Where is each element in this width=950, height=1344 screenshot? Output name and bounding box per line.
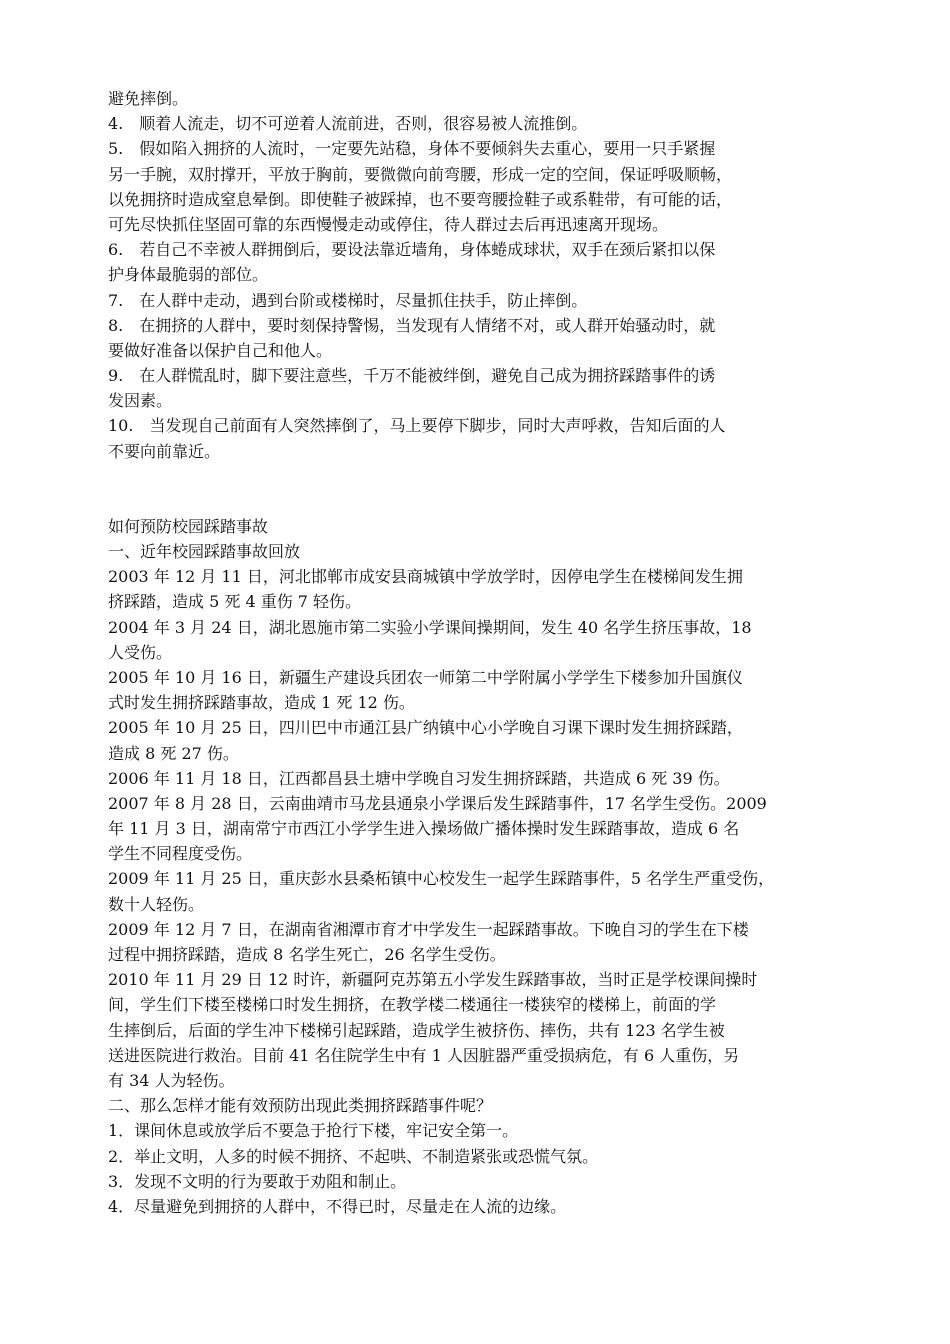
text-line: 2010 年 11 月 29 日 12 时许，新疆阿克苏第五小学发生踩踏事故，当时正是学校课间操时 [108, 970, 758, 990]
text-line: 式时发生拥挤踩踏事故，造成 1 死 12 伤。 [108, 693, 415, 713]
text-line: 2．举止文明，人多的时候不拥挤、不起哄、不制造紧张或恐慌气氛。 [108, 1146, 599, 1166]
text-line: 2009 年 11 月 25 日，重庆彭水县桑柘镇中心校发生一起学生踩踏事件，5 名学生严重受伤， [108, 869, 775, 889]
text-line: 2009 年 12 月 7 日，在湖南省湘潭市育才中学发生一起踩踏事故。下晚自习的学生在下楼 [108, 919, 749, 939]
text-line: 8. 在拥挤的人群中，要时刻保持警惕，当发现有人情绪不对，或人群开始骚动时，就 [108, 315, 716, 335]
text-line: 2005 年 10 月 16 日，新疆生产建设兵团农一师第二中学附属小学学生下楼参加升国旗仪 [108, 667, 743, 687]
text-line: 以免拥挤时造成窒息晕倒。即使鞋子被踩掉，也不要弯腰捡鞋子或系鞋带，有可能的话， [108, 189, 733, 209]
text-line: 学生不同程度受伤。 [108, 844, 253, 864]
text-line: 5. 假如陷入拥挤的人流时，一定要先站稳，身体不要倾斜失去重心，要用一只手紧握 [108, 139, 716, 159]
text-line: 2007 年 8 月 28 日，云南曲靖市马龙县通泉小学课后发生踩踏事件，17 名学生受伤。2009 [108, 793, 767, 813]
text-line: 避免摔倒。 [108, 89, 189, 108]
safety-tips-section [108, 86, 868, 464]
text-line: 4．尽量避免到拥挤的人群中，不得已时，尽量走在人流的边缘。 [108, 1196, 567, 1216]
text-line: 过程中拥挤踩踏，造成 8 名学生死亡，26 名学生受伤。 [108, 945, 506, 964]
text-line: 数十人轻伤。 [108, 894, 205, 914]
text-line: 2005 年 10 月 25 日，四川巴中市通江县广纳镇中心小学晚自习课下课时发生拥挤踩踏， [108, 718, 743, 738]
text-line: 10. 当发现自己前面有人突然摔倒了，马上要停下脚步，同时大声呼救，告知后面的人 [108, 416, 726, 436]
text-line: 要做好准备以保护自己和他人。 [108, 340, 333, 360]
campus-stampede-section [108, 514, 868, 1219]
text-line: 间，学生们下楼至楼梯口时发生拥挤，在教学楼二楼通往一楼狭窄的楼梯上，前面的学 [108, 995, 717, 1015]
text-line: 人受伤。 [108, 642, 173, 662]
text-line: 护身体最脆弱的部位。 [108, 265, 269, 285]
text-line: 另一手腕，双肘撑开，平放于胸前，要微微向前弯腰，形成一定的空间，保证呼吸顺畅， [108, 164, 733, 184]
text-line: 一、近年校园踩踏事故回放 [108, 542, 301, 561]
text-line: 7. 在人群中走动，遇到台阶或楼梯时，尽量抓住扶手，防止摔倒。 [108, 290, 588, 310]
text-line: 可先尽快抓住坚固可靠的东西慢慢走动或停住，待人群过去后再迅速离开现场。 [108, 214, 669, 234]
text-line: 不要向前靠近。 [108, 441, 221, 461]
text-line: 2006 年 11 月 18 日，江西都昌县土塘中学晚自习发生拥挤踩踏，共造成 6 死 39 伤。 [108, 768, 730, 788]
text-line: 如何预防校园踩踏事故 [108, 516, 269, 536]
text-line: 有 34 人为轻伤。 [108, 1070, 235, 1090]
text-line: 1．课间休息或放学后不要急于抢行下楼，牢记安全第一。 [108, 1121, 519, 1141]
text-line: 生摔倒后，后面的学生冲下楼梯引起踩踏，造成学生被挤伤、摔伤，共有 123 名学生被 [108, 1020, 725, 1040]
text-line: 6. 若自己不幸被人群拥倒后，要设法靠近墙角，身体蜷成球状，双手在颈后紧扣以保 [108, 240, 716, 260]
text-line: 送进医院进行救治。目前 41 名住院学生中有 1 人因脏器严重受损病危，有 6 人重伤，另 [108, 1045, 740, 1065]
text-line: 年 11 月 3 日，湖南常宁市西江小学学生进入操场做广播体操时发生踩踏事故，造成 6 名 [108, 819, 740, 839]
text-line: 挤踩踏，造成 5 死 4 重伤 7 轻伤。 [108, 592, 362, 612]
text-line: 2003 年 12 月 11 日，河北邯郸市成安县商城镇中学放学时，因停电学生在楼梯间发生拥 [108, 567, 743, 587]
section-spacer [108, 464, 868, 514]
text-line: 二、那么怎样才能有效预防出现此类拥挤踩踏事件呢？ [108, 1096, 493, 1116]
document-body [108, 86, 868, 1219]
text-line: 造成 8 死 27 伤。 [108, 743, 239, 763]
text-line: 9. 在人群慌乱时，脚下要注意些，千万不能被绊倒，避免自己成为拥挤踩踏事件的诱 [108, 366, 716, 386]
text-line: 2004 年 3 月 24 日，湖北恩施市第二实验小学课间操期间，发生 40 名学生挤压事故，18 [108, 617, 752, 637]
text-line: 4. 顺着人流走，切不可逆着人流前进，否则，很容易被人流推倒。 [108, 114, 588, 134]
text-line: 发因素。 [108, 391, 173, 411]
text-line: 3．发现不文明的行为要敢于劝阻和制止。 [108, 1171, 407, 1191]
